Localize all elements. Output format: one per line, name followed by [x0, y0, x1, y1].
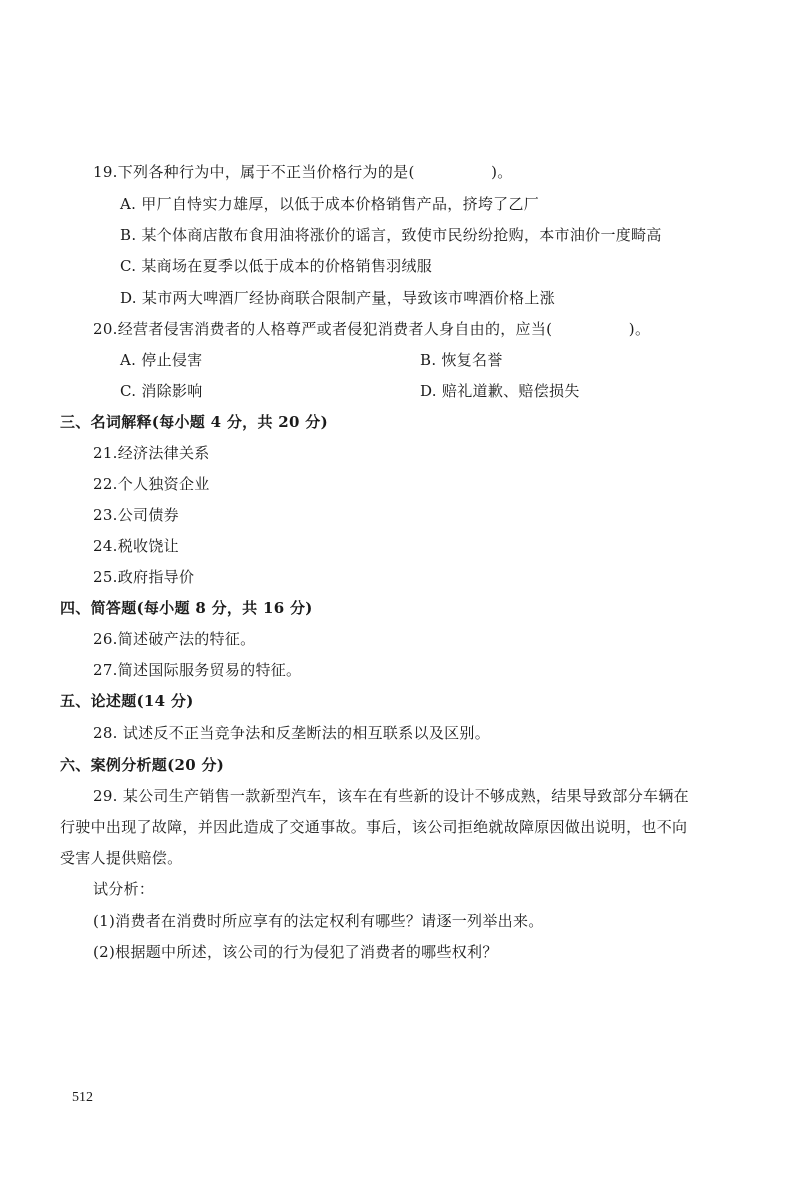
q20-option-d: D. 赔礼道歉、赔偿损失 [420, 382, 580, 400]
q19-option-b: B. 某个体商店散布食用油将涨价的谣言，致使市民纷纷抢购，本市油价一度畸高 [120, 226, 662, 244]
q20-option-a: A. 停止侵害 [120, 351, 203, 369]
section-5-heading: 五、论述题(14 分) [60, 692, 194, 710]
section-3-heading: 三、名词解释(每小题 4 分，共 20 分) [60, 413, 328, 431]
q26-question: 26.简述破产法的特征。 [93, 630, 256, 648]
q25-term: 25.政府指导价 [93, 568, 195, 586]
q29-case-line-2: 行驶中出现了故障，并因此造成了交通事故。事后，该公司拒绝就故障原因做出说明，也不向 [60, 818, 688, 836]
q19-option-d: D. 某市两大啤酒厂经协商联合限制产量，导致该市啤酒价格上涨 [120, 289, 556, 307]
q29-prompt: 试分析： [93, 880, 155, 898]
q19-stem: 19.下列各种行为中，属于不正当价格行为的是( )。 [93, 163, 513, 181]
q20-option-c: C. 消除影响 [120, 382, 203, 400]
q24-term: 24.税收饶让 [93, 537, 179, 555]
q19-option-c: C. 某商场在夏季以低于成本的价格销售羽绒服 [120, 257, 433, 275]
q29-sub-question-1: (1)消费者在消费时所应享有的法定权利有哪些？请逐一列举出来。 [93, 912, 544, 930]
q20-stem: 20.经营者侵害消费者的人格尊严或者侵犯消费者人身自由的，应当( )。 [93, 320, 651, 338]
q27-question: 27.简述国际服务贸易的特征。 [93, 661, 302, 679]
q22-term: 22.个人独资企业 [93, 475, 210, 493]
q29-case-line-3: 受害人提供赔偿。 [60, 849, 183, 867]
q29-sub-question-2: (2)根据题中所述，该公司的行为侵犯了消费者的哪些权利？ [93, 943, 498, 961]
q20-option-b: B. 恢复名誉 [420, 351, 503, 369]
q21-term: 21.经济法律关系 [93, 444, 210, 462]
q29-case-line-1: 29. 某公司生产销售一款新型汽车，该车在有些新的设计不够成熟，结果导致部分车辆在 [93, 787, 689, 805]
section-6-heading: 六、案例分析题(20 分) [60, 756, 225, 774]
section-4-heading: 四、简答题(每小题 8 分，共 16 分) [60, 599, 313, 617]
q23-term: 23.公司债券 [93, 506, 179, 524]
q28-question: 28. 试述反不正当竞争法和反垄断法的相互联系以及区别。 [93, 724, 491, 742]
q19-option-a: A. 甲厂自恃实力雄厚，以低于成本价格销售产品，挤垮了乙厂 [120, 195, 540, 213]
page-number: 512 [72, 1090, 93, 1105]
